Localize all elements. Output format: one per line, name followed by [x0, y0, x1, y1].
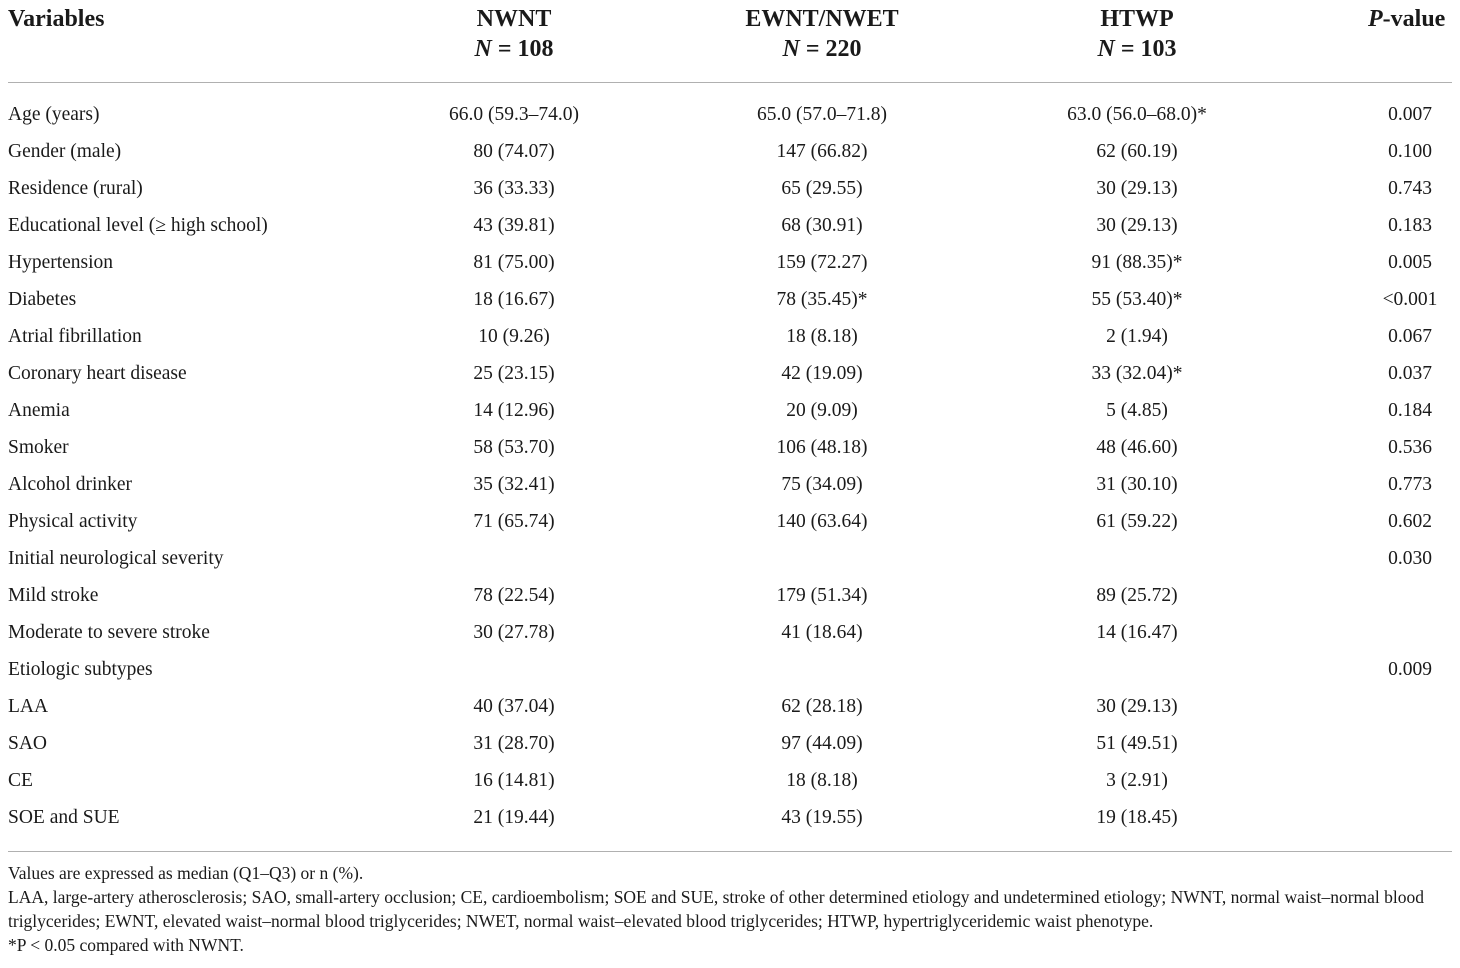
cell-p-value: 0.009: [1388, 659, 1432, 680]
table-row: [0, 577, 1460, 614]
cell-htwp: 91 (88.35)*: [1091, 252, 1183, 273]
cell-nwnt: 10 (9.26): [478, 326, 550, 347]
cell-ewnt-nwet: 43 (19.55): [781, 807, 863, 828]
group-count: N = 103: [1097, 36, 1177, 62]
row-label: Diabetes: [8, 289, 77, 310]
table-row: [0, 540, 1460, 577]
cell-p-value: 0.773: [1388, 474, 1432, 495]
row-label: Residence (rural): [8, 178, 143, 199]
cell-nwnt: 66.0 (59.3–74.0): [449, 104, 579, 125]
header-group-ewnt-nwet: [722, 4, 922, 64]
cell-p-value: 0.030: [1388, 548, 1432, 569]
cell-ewnt-nwet: 106 (48.18): [776, 437, 868, 458]
header-group-nwnt: [414, 4, 614, 64]
cell-nwnt: 58 (53.70): [473, 437, 555, 458]
cell-nwnt: 36 (33.33): [473, 178, 555, 199]
row-label: Etiologic subtypes: [8, 659, 153, 680]
cell-nwnt: 25 (23.15): [473, 363, 555, 384]
header-group-htwp: [1037, 4, 1237, 64]
table-row: [0, 762, 1460, 799]
cell-ewnt-nwet: 65 (29.55): [781, 178, 863, 199]
group-name: EWNT/NWET: [745, 6, 899, 32]
cell-ewnt-nwet: 18 (8.18): [786, 770, 858, 791]
footnote-values: Values are expressed as median (Q1–Q3) or n (%).: [8, 863, 364, 883]
cell-ewnt-nwet: 18 (8.18): [786, 326, 858, 347]
row-label: SAO: [8, 733, 48, 754]
cell-nwnt: 21 (19.44): [473, 807, 555, 828]
table-row: [0, 799, 1460, 836]
row-label: Educational level (≥ high school): [8, 215, 268, 236]
cell-htwp: 62 (60.19): [1096, 141, 1178, 162]
cell-ewnt-nwet: 62 (28.18): [781, 696, 863, 717]
cell-p-value: 0.100: [1388, 141, 1432, 162]
cell-htwp: 55 (53.40)*: [1091, 289, 1183, 310]
table-header: [0, 4, 1460, 68]
cell-htwp: 5 (4.85): [1106, 400, 1168, 421]
cell-nwnt: 43 (39.81): [473, 215, 555, 236]
row-label: Physical activity: [8, 511, 138, 532]
cell-p-value: 0.183: [1388, 215, 1432, 236]
table-row: [0, 466, 1460, 503]
cell-nwnt: 30 (27.78): [473, 622, 555, 643]
cell-ewnt-nwet: 78 (35.45)*: [776, 289, 868, 310]
cell-ewnt-nwet: 97 (44.09): [781, 733, 863, 754]
table-row: [0, 688, 1460, 725]
row-label: Anemia: [8, 400, 70, 421]
table-row: [0, 207, 1460, 244]
group-name: HTWP: [1100, 6, 1174, 32]
cell-nwnt: 78 (22.54): [473, 585, 555, 606]
cell-ewnt-nwet: 42 (19.09): [781, 363, 863, 384]
footnote-abbreviations: LAA, large-artery atherosclerosis; SAO, small-artery occlusion; CE, cardioembolism; SOE and SUE, stroke of other determined etiology and undetermined etiology; NWNT, normal waist–normal blood triglycerides; EWNT, elevated waist–normal blood triglycerides; NWET, normal waist–elevated blood triglycerides; HTWP, hypertriglyceridemic waist phenotype.: [8, 887, 1425, 931]
cell-ewnt-nwet: 68 (30.91): [781, 215, 863, 236]
cell-htwp: 3 (2.91): [1106, 770, 1168, 791]
cell-nwnt: 16 (14.81): [473, 770, 555, 791]
cell-ewnt-nwet: 41 (18.64): [781, 622, 863, 643]
cell-ewnt-nwet: 147 (66.82): [776, 141, 868, 162]
cell-nwnt: 40 (37.04): [473, 696, 555, 717]
table-row: [0, 244, 1460, 281]
cell-ewnt-nwet: 75 (34.09): [781, 474, 863, 495]
row-label: Atrial fibrillation: [8, 326, 142, 347]
cell-htwp: 30 (29.13): [1096, 215, 1178, 236]
cell-p-value: 0.536: [1388, 437, 1432, 458]
footer-divider: [8, 851, 1452, 852]
cell-p-value: <0.001: [1382, 289, 1438, 310]
header-divider: [8, 82, 1452, 83]
cell-ewnt-nwet: 65.0 (57.0–71.8): [757, 104, 887, 125]
table-row: [0, 133, 1460, 170]
row-label: SOE and SUE: [8, 807, 120, 828]
cell-ewnt-nwet: 159 (72.27): [776, 252, 868, 273]
cell-htwp: 31 (30.10): [1096, 474, 1178, 495]
cell-htwp: 14 (16.47): [1096, 622, 1178, 643]
cell-p-value: 0.067: [1388, 326, 1432, 347]
cell-htwp: 2 (1.94): [1106, 326, 1168, 347]
row-label: Hypertension: [8, 252, 114, 273]
cell-nwnt: 35 (32.41): [473, 474, 555, 495]
table-row: [0, 318, 1460, 355]
cell-p-value: 0.743: [1388, 178, 1432, 199]
cell-ewnt-nwet: 179 (51.34): [776, 585, 868, 606]
cell-p-value: 0.007: [1388, 104, 1432, 125]
table-row: [0, 96, 1460, 133]
table-row: [0, 281, 1460, 318]
cell-nwnt: 14 (12.96): [473, 400, 555, 421]
cell-htwp: 89 (25.72): [1096, 585, 1178, 606]
cell-p-value: 0.005: [1388, 252, 1432, 273]
row-label: Initial neurological severity: [8, 548, 224, 569]
table-row: [0, 355, 1460, 392]
cell-nwnt: 71 (65.74): [473, 511, 555, 532]
cell-ewnt-nwet: 20 (9.09): [786, 400, 858, 421]
header-pvalue: P-value: [1368, 6, 1446, 32]
group-name: NWNT: [476, 6, 552, 32]
cell-ewnt-nwet: 140 (63.64): [776, 511, 868, 532]
cell-htwp: 61 (59.22): [1096, 511, 1178, 532]
row-label: Gender (male): [8, 141, 122, 162]
cell-htwp: 30 (29.13): [1096, 696, 1178, 717]
group-count: N = 108: [474, 36, 554, 62]
cell-nwnt: 81 (75.00): [473, 252, 555, 273]
table-row: [0, 651, 1460, 688]
cell-htwp: 30 (29.13): [1096, 178, 1178, 199]
row-label: Coronary heart disease: [8, 363, 187, 384]
table-row: [0, 725, 1460, 762]
table-row: [0, 170, 1460, 207]
row-label: LAA: [8, 696, 49, 717]
cell-p-value: 0.037: [1388, 363, 1432, 384]
row-label: Age (years): [8, 104, 100, 125]
table-row: [0, 392, 1460, 429]
cell-htwp: 63.0 (56.0–68.0)*: [1067, 104, 1207, 125]
cell-p-value: 0.602: [1388, 511, 1432, 532]
cell-htwp: 51 (49.51): [1096, 733, 1178, 754]
table-row: [0, 614, 1460, 651]
table-row: [0, 503, 1460, 540]
header-variables-label: Variables: [8, 6, 105, 32]
footnote-significance: *P < 0.05 compared with NWNT.: [8, 935, 244, 955]
row-label: CE: [8, 770, 33, 791]
cell-nwnt: 31 (28.70): [473, 733, 555, 754]
header-variables: [8, 4, 104, 34]
cell-nwnt: 18 (16.67): [473, 289, 555, 310]
row-label: Mild stroke: [8, 585, 99, 606]
cell-htwp: 48 (46.60): [1096, 437, 1178, 458]
row-label: Smoker: [8, 437, 69, 458]
row-label: Moderate to severe stroke: [8, 622, 210, 643]
cell-nwnt: 80 (74.07): [473, 141, 555, 162]
row-label: Alcohol drinker: [8, 474, 133, 495]
group-count: N = 220: [782, 36, 862, 62]
table-row: [0, 429, 1460, 466]
cell-htwp: 33 (32.04)*: [1091, 363, 1183, 384]
cell-htwp: 19 (18.45): [1096, 807, 1178, 828]
cell-p-value: 0.184: [1388, 400, 1432, 421]
